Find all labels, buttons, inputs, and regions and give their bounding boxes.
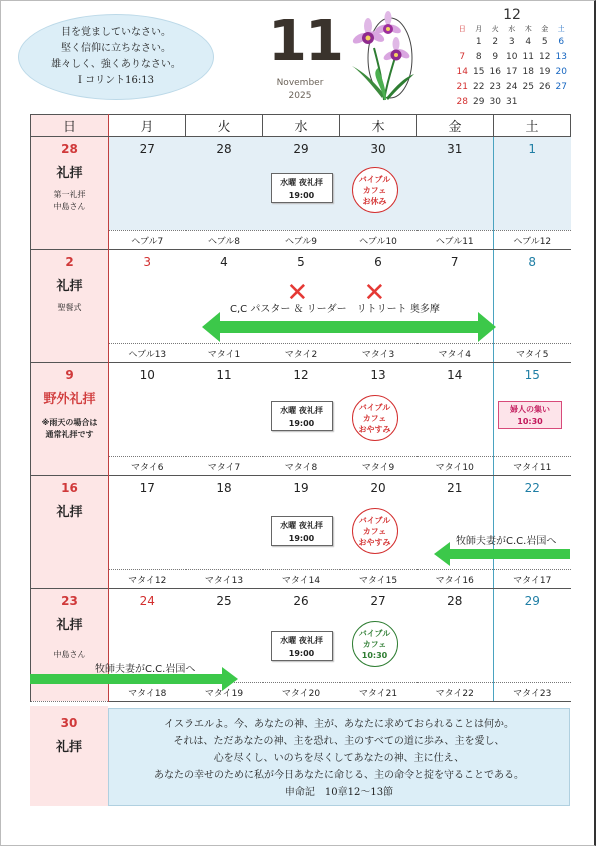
day-cell	[263, 589, 340, 683]
sunday-note: ※雨天の場合は	[41, 418, 98, 427]
mini-day: 17	[506, 67, 518, 77]
day-cell	[340, 137, 417, 231]
day-cell	[263, 476, 340, 570]
day-cell	[186, 476, 263, 570]
mini-weekday: 月	[475, 25, 483, 33]
bible-reading: マタイ15	[340, 570, 417, 589]
mini-day: 22	[473, 82, 485, 92]
mini-weekday: 日	[458, 25, 466, 33]
bible-reading: マタイ14	[263, 570, 340, 589]
month-number: 11	[268, 9, 342, 74]
reading-row	[31, 457, 571, 476]
event-label: 水曜 夜礼拝	[280, 636, 323, 645]
bible-reading: ヘブル10	[340, 231, 417, 250]
bible-reading: マタイ21	[340, 683, 417, 702]
day-cell	[186, 137, 263, 231]
sunday-service: 礼拝	[56, 166, 83, 181]
mini-day: 26	[539, 82, 551, 92]
wednesday-prayer-box	[271, 401, 333, 431]
mini-day: 18	[522, 67, 534, 77]
mini-day: 30	[489, 97, 501, 107]
day-number: 30	[370, 142, 386, 156]
weekday-header-row	[31, 115, 571, 137]
sunday-date: 30	[60, 716, 78, 730]
mini-day: 12	[539, 52, 551, 62]
pastor-travel-label: 牧師夫妻がC.C.岩国へ	[95, 664, 196, 675]
cancelled-x-icon: ✕	[363, 278, 386, 308]
weekday-header: 日	[31, 115, 109, 137]
bible-reading: マタイ8	[263, 457, 340, 476]
day-cell	[417, 589, 494, 683]
bottom-verse-line: それは、ただあなたの神、主を恐れ、主のすべての道に歩み、主を愛し、	[173, 736, 505, 747]
day-number: 25	[216, 594, 232, 608]
bible-reading: ヘブル7	[109, 231, 186, 250]
day-cell	[109, 363, 186, 457]
mini-day: 27	[555, 82, 567, 92]
mini-day: 13	[555, 52, 567, 62]
bottom-verse-line: 心を尽くし、いのちを尽くしてあなたの神、主に仕え、	[213, 753, 465, 764]
bottom-verse-line: あなたの幸せのために私が今日あなたに命じる、主の命令と掟を守ることである。	[154, 770, 524, 781]
top-verse-line: 堅く信仰に立ちなさい。	[61, 43, 171, 54]
mini-weekday: 水	[508, 25, 516, 33]
event-time: 19:00	[288, 649, 315, 658]
bible-reading: ヘブル8	[186, 231, 263, 250]
mini-day	[454, 35, 471, 50]
day-number: 18	[216, 481, 232, 495]
day-cell	[109, 137, 186, 231]
mini-day: 9	[492, 52, 499, 62]
event-label: バイブル	[358, 175, 391, 184]
mini-calendar-month: 12	[503, 7, 521, 23]
day-cell	[263, 137, 340, 231]
sunday-note: 中島さん	[53, 650, 86, 659]
sunday-date: 16	[61, 481, 78, 495]
mini-calendar-grid	[454, 24, 570, 110]
mini-day: 6	[558, 37, 565, 47]
bottom-verse-reference: 申命記 10章12〜13節	[284, 787, 394, 798]
month-calendar	[30, 114, 571, 702]
event-time: 10:30	[361, 651, 388, 660]
mini-day: 21	[456, 82, 468, 92]
event-label: カフェ	[362, 640, 387, 649]
bible-reading: マタイ17	[494, 570, 571, 589]
day-number: 12	[293, 368, 309, 382]
day-cell	[186, 363, 263, 457]
bible-reading: マタイ6	[109, 457, 186, 476]
mini-day: 1	[475, 37, 482, 47]
bible-reading: ヘブル9	[263, 231, 340, 250]
event-label: お休み	[362, 197, 387, 206]
bible-reading: マタイ13	[186, 570, 263, 589]
mini-day: 23	[489, 82, 501, 92]
bible-cafe-badge	[352, 167, 398, 213]
day-number: 27	[370, 594, 386, 608]
bible-reading: マタイ1	[186, 344, 263, 363]
top-verse-line: 目を覚ましていなさい。	[61, 27, 171, 38]
day-number: 13	[370, 368, 386, 382]
bible-reading: マタイ7	[186, 457, 263, 476]
mini-day: 10	[506, 52, 518, 62]
day-cell	[109, 476, 186, 570]
reading-row	[31, 344, 571, 363]
cancelled-x-icon: ✕	[286, 278, 309, 308]
day-cell	[340, 476, 417, 570]
ladies-meeting-box	[498, 401, 562, 429]
year: 2025	[288, 91, 312, 101]
bible-reading: マタイ23	[494, 683, 571, 702]
sunday-date: 28	[61, 142, 78, 156]
day-cell	[263, 363, 340, 457]
day-number: 29	[524, 594, 540, 608]
reading-row	[31, 570, 571, 589]
sunday-cell	[31, 363, 109, 476]
mini-day: 14	[456, 67, 468, 77]
day-cell	[417, 363, 494, 457]
event-label: バイブル	[358, 516, 391, 525]
day-cell	[494, 363, 571, 457]
reading-row	[31, 231, 571, 250]
pastor-travel-label: 牧師夫妻がC.C.岩国へ	[456, 536, 557, 547]
top-verse-reference: I コリント16:13	[78, 75, 154, 86]
day-number: 7	[450, 255, 459, 269]
mini-day	[553, 95, 570, 110]
day-number: 6	[374, 255, 382, 269]
bible-reading: ヘブル11	[417, 231, 494, 250]
last-sunday-cell	[30, 706, 108, 806]
mini-day: 3	[508, 37, 515, 47]
bible-reading: マタイ3	[340, 344, 417, 363]
event-label: 水曜 夜礼拝	[280, 178, 323, 187]
bible-reading: マタイ11	[494, 457, 571, 476]
sunday-cell	[31, 250, 109, 363]
bible-cafe-badge	[352, 395, 398, 441]
bible-cafe-badge	[352, 508, 398, 554]
mini-day: 7	[459, 52, 466, 62]
top-verse-line: 雄々しく、強くありなさい。	[51, 59, 181, 70]
mini-weekday: 土	[557, 25, 565, 33]
mini-day: 20	[555, 67, 567, 77]
bottom-verse-box	[108, 708, 570, 806]
day-cell	[109, 250, 186, 344]
mini-weekday: 火	[491, 25, 499, 33]
sunday-service: 礼拝	[56, 618, 83, 633]
bible-reading: マタイ20	[263, 683, 340, 702]
mini-day: 29	[473, 97, 485, 107]
event-label: おやすみ	[358, 538, 391, 547]
top-verse-bubble	[18, 14, 214, 100]
day-number: 15	[524, 368, 540, 382]
day-number: 5	[297, 255, 305, 269]
mini-day: 11	[522, 52, 534, 62]
day-cell	[417, 137, 494, 231]
day-number: 28	[216, 142, 232, 156]
wednesday-prayer-box	[271, 173, 333, 203]
day-number: 19	[293, 481, 309, 495]
bible-reading: マタイ16	[417, 570, 494, 589]
weekday-header: 水	[263, 115, 340, 137]
day-number: 31	[447, 142, 463, 156]
day-number: 11	[216, 368, 232, 382]
day-number: 22	[524, 481, 540, 495]
bible-reading: ヘブル13	[109, 344, 186, 363]
day-cell	[340, 589, 417, 683]
bible-reading: マタイ12	[109, 570, 186, 589]
bible-reading: ヘブル12	[494, 231, 571, 250]
day-number: 29	[293, 142, 309, 156]
mini-day: 5	[541, 37, 548, 47]
day-cell	[494, 250, 571, 344]
day-number: 27	[139, 142, 155, 156]
sunday-cell	[31, 476, 109, 589]
event-time: 10:30	[517, 417, 543, 426]
event-time: 19:00	[288, 191, 315, 200]
day-number: 8	[528, 255, 537, 269]
day-number: 24	[139, 594, 155, 608]
sunday-note: 聖餐式	[57, 303, 82, 312]
weekday-header: 火	[186, 115, 263, 137]
day-number: 10	[139, 368, 155, 382]
bible-reading: マタイ5	[494, 344, 571, 363]
day-cell	[494, 137, 571, 231]
bible-reading: マタイ19	[186, 683, 263, 702]
sunday-cell	[31, 137, 109, 250]
mini-day: 15	[473, 67, 485, 77]
mini-day: 25	[522, 82, 534, 92]
sunday-date: 2	[65, 255, 74, 269]
bible-reading: マタイ10	[417, 457, 494, 476]
event-time: 19:00	[288, 419, 315, 428]
day-number: 20	[370, 481, 386, 495]
bible-reading: マタイ4	[417, 344, 494, 363]
sunday-service: 礼拝	[55, 740, 82, 755]
bible-reading: マタイ18	[109, 683, 186, 702]
sunday-note: 中島さん	[53, 202, 86, 211]
event-label: カフェ	[362, 186, 387, 195]
week-row	[31, 363, 571, 457]
event-label: カフェ	[362, 414, 387, 423]
sunday-note: 第一礼拝	[53, 190, 86, 199]
day-number: 1	[528, 142, 537, 156]
mini-day: 8	[475, 52, 482, 62]
day-number: 4	[220, 255, 228, 269]
month-name: November	[276, 78, 324, 88]
mini-weekday: 金	[541, 25, 549, 33]
event-label: 水曜 夜礼拝	[280, 406, 323, 415]
mini-day	[520, 95, 537, 110]
event-label: バイブル	[358, 629, 391, 638]
bible-cafe-badge	[352, 621, 398, 667]
sunday-service: 野外礼拝	[43, 392, 96, 407]
sunday-note: 通常礼拝です	[45, 430, 94, 439]
day-number: 3	[143, 255, 152, 269]
mini-day: 28	[456, 97, 468, 107]
event-label: 婦人の集い	[510, 405, 550, 414]
day-number: 21	[447, 481, 463, 495]
day-number: 28	[447, 594, 463, 608]
event-label: カフェ	[362, 527, 387, 536]
day-number: 26	[293, 594, 309, 608]
bottom-verse-line: イスラエルよ。今、あなたの神、主が、あなたに求めておられることは何か。	[164, 719, 514, 730]
mini-weekday: 木	[524, 25, 532, 33]
mini-day: 24	[506, 82, 518, 92]
sunday-date: 9	[65, 368, 74, 382]
next-month-mini-calendar	[454, 6, 570, 110]
wednesday-prayer-box	[271, 631, 333, 661]
day-cell	[494, 589, 571, 683]
orchid-illustration	[348, 8, 424, 104]
weekday-header: 月	[109, 115, 186, 137]
week-row	[31, 137, 571, 231]
bible-reading: マタイ2	[263, 344, 340, 363]
sunday-service: 礼拝	[56, 279, 83, 294]
day-number: 14	[447, 368, 463, 382]
mini-day: 16	[489, 67, 501, 77]
bible-reading: マタイ9	[340, 457, 417, 476]
mini-day: 19	[539, 67, 551, 77]
weekday-header: 金	[417, 115, 494, 137]
mini-day: 4	[525, 37, 532, 47]
mini-day: 31	[506, 97, 518, 107]
event-label: おやすみ	[358, 425, 391, 434]
weekday-header: 土	[494, 115, 571, 137]
mini-day	[537, 95, 554, 110]
retreat-label: C,C パスター ＆ リーダー リトリート 奥多摩	[230, 304, 440, 315]
sunday-date: 23	[61, 594, 78, 608]
sunday-service: 礼拝	[56, 505, 83, 520]
event-label: バイブル	[358, 403, 391, 412]
retreat-double-arrow	[202, 312, 496, 342]
event-time: 19:00	[288, 534, 315, 543]
event-label: 水曜 夜礼拝	[280, 521, 323, 530]
day-number: 17	[139, 481, 155, 495]
mini-day: 2	[492, 37, 499, 47]
wednesday-prayer-box	[271, 516, 333, 546]
day-cell	[340, 363, 417, 457]
weekday-header: 木	[340, 115, 417, 137]
bible-reading: マタイ22	[417, 683, 494, 702]
